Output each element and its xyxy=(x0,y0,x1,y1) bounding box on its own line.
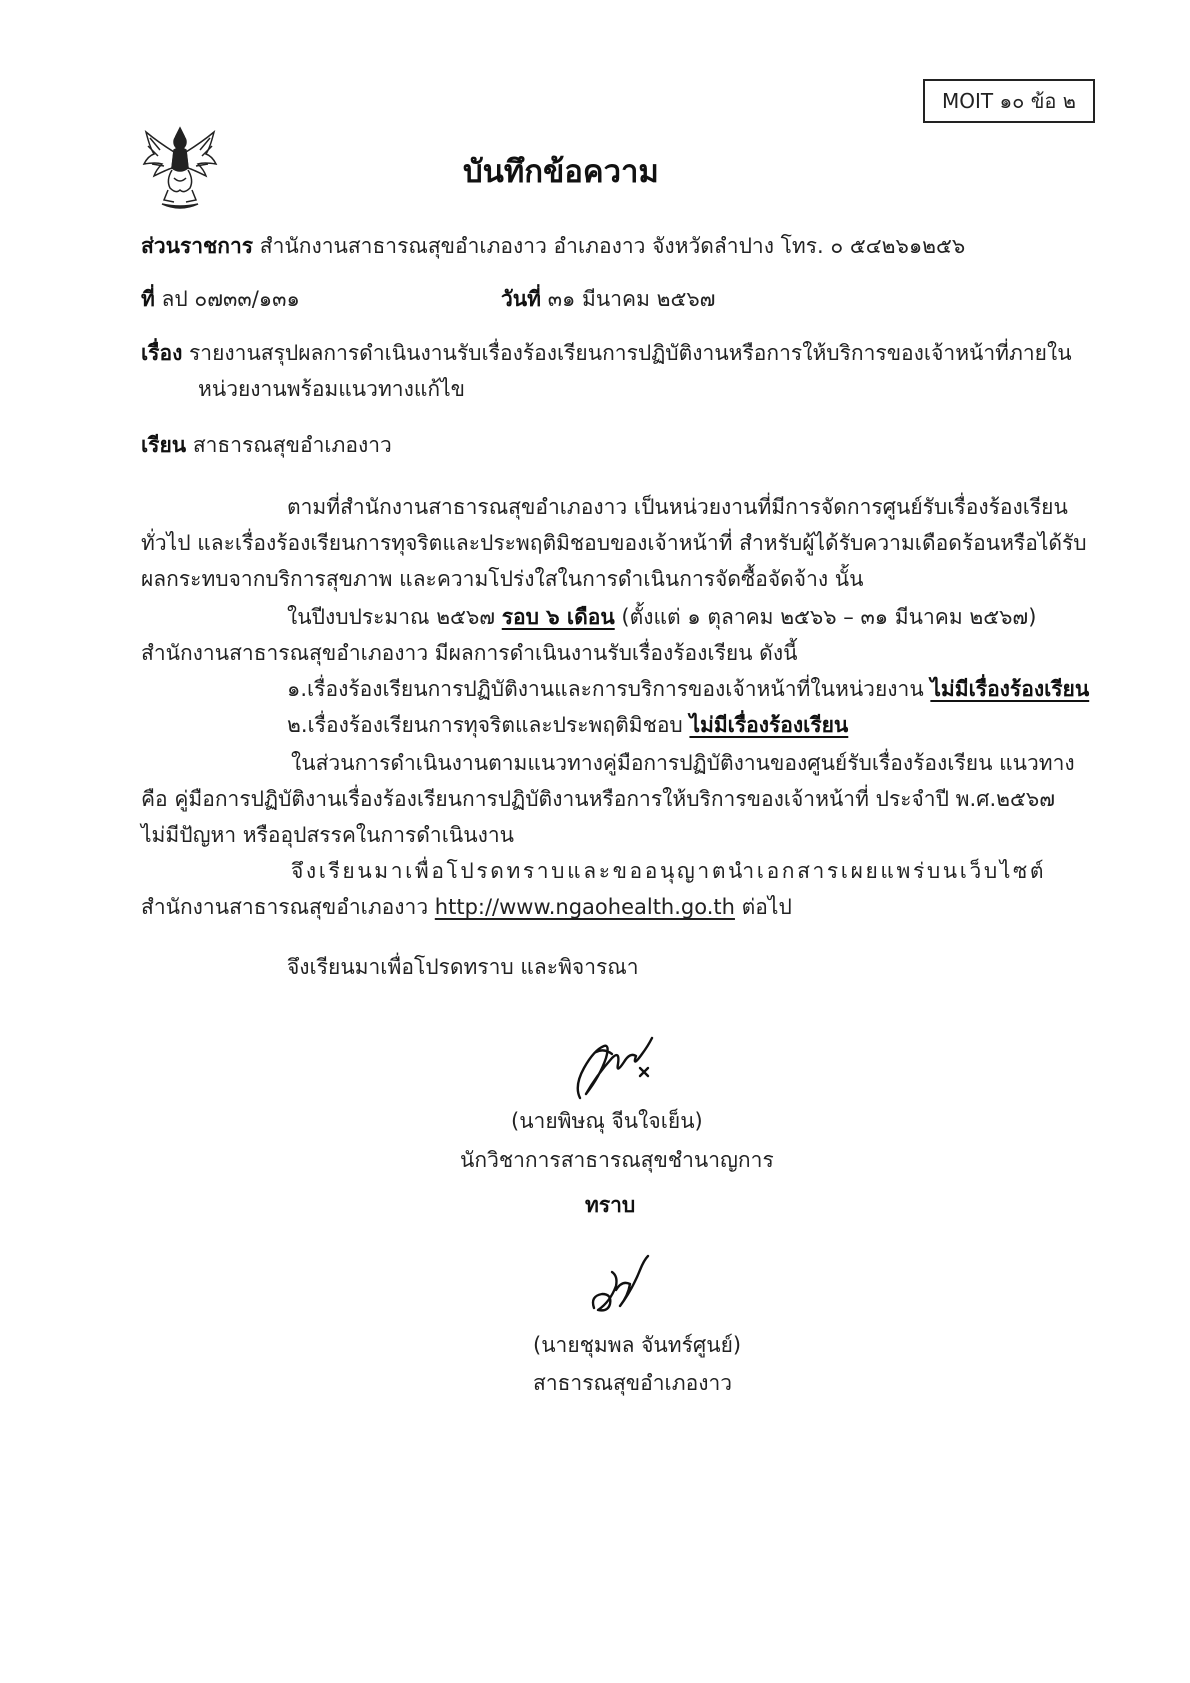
ref-value: ลป ๐๗๓๓/๑๓๑ xyxy=(161,287,300,311)
paragraph-4-line-2 xyxy=(141,897,792,918)
website-link[interactable]: http://www.ngaohealth.go.th xyxy=(434,895,735,919)
paragraph-2-line-2: สำนักงานสาธารณสุขอำเภองาว มีผลการดำเนินงานรับเรื่องร้องเรียน ดังนี้ xyxy=(141,641,798,665)
to-label: เรียน xyxy=(141,433,187,457)
period-highlight: รอบ ๖ เดือน xyxy=(501,605,615,629)
paragraph-2-line-1 xyxy=(287,607,1036,628)
signer-2-position: สาธารณสุขอำเภองาว xyxy=(533,1371,733,1395)
paragraph-4-line-1: จึงเรียนมาเพื่อโปรดทราบและขออนุญาตนำเอกสารเผยแพร่บนเว็บไซต์ xyxy=(291,859,1047,883)
subject-row xyxy=(141,343,1072,364)
signature-2 xyxy=(580,1250,670,1320)
garuda-emblem-icon xyxy=(140,124,220,214)
subject-label: เรื่อง xyxy=(141,341,183,365)
subject-line-1: รายงานสรุปผลการดำเนินงานรับเรื่องร้องเรียนการปฏิบัติงานหรือการให้บริการของเจ้าหน้าที่ภายใน xyxy=(189,341,1072,365)
signature-1 xyxy=(560,1028,670,1108)
paragraph-3-line-2: คือ คู่มือการปฏิบัติงานเรื่องร้องเรียนการปฏิบัติงานหรือการให้บริการของเจ้าหน้าที่ ประจำปี พ.ศ.๒๕๖๗ xyxy=(141,787,1055,811)
list-item-2-result: ไม่มีเรื่องร้องเรียน xyxy=(689,713,849,737)
list-item-2 xyxy=(287,715,848,736)
paragraph-1-line-3: ผลกระทบจากบริการสุขภาพ และความโปร่งใสในการดำเนินการจัดซื้อจัดจ้าง นั้น xyxy=(141,567,864,591)
ref-row xyxy=(141,289,300,310)
list-item-2-text: ๒.เรื่องร้องเรียนการทุจริตและประพฤติมิชอบ xyxy=(287,713,690,737)
signer-2-name: (นายชุมพล จันทร์ศูนย์) xyxy=(533,1333,742,1357)
agency-label: ส่วนราชการ xyxy=(141,234,254,258)
paragraph-3-line-1: ในส่วนการดำเนินงานตามแนวทางคู่มือการปฏิบัติงานของศูนย์รับเรื่องร้องเรียน แนวทาง xyxy=(291,751,1075,775)
ref-label: ที่ xyxy=(141,287,155,311)
continue-text: ต่อไป xyxy=(734,895,792,919)
signer-1-name: (นายพิษณุ จีนใจเย็น) xyxy=(511,1109,703,1133)
signer-1-position: นักวิชาการสาธารณสุขชำนาญการ xyxy=(460,1148,774,1172)
agency-row xyxy=(141,236,965,257)
to-value: สาธารณสุขอำเภองาว xyxy=(192,433,392,457)
paragraph-1-line-2: ทั่วไป และเรื่องร้องเรียนการทุจริตและประพฤติมิชอบของเจ้าหน้าที่ สำหรับผู้ได้รับความเดือดร้อนหรือได้รับ xyxy=(141,531,1087,555)
paragraph-1-line-1: ตามที่สำนักงานสาธารณสุขอำเภองาว เป็นหน่วยงานที่มีการจัดการศูนย์รับเรื่องร้องเรียน xyxy=(287,495,1068,519)
paragraph-3-line-3: ไม่มีปัญหา หรืออุปสรรคในการดำเนินงาน xyxy=(141,823,514,847)
date-row xyxy=(501,289,715,310)
acknowledge-text: ทราบ xyxy=(585,1193,636,1217)
date-value: ๓๑ มีนาคม ๒๕๖๗ xyxy=(547,287,716,311)
list-item-1 xyxy=(287,679,1089,700)
closing-text: จึงเรียนมาเพื่อโปรดทราบ และพิจารณา xyxy=(287,955,639,979)
fiscal-year-text: ในปีงบประมาณ ๒๕๖๗ xyxy=(287,605,502,629)
to-row xyxy=(141,435,392,456)
agency-value: สำนักงานสาธารณสุขอำเภองาว อำเภองาว จังหวัดลำปาง โทร. ๐ ๕๔๒๖๑๒๕๖ xyxy=(259,234,966,258)
list-item-1-result: ไม่มีเรื่องร้องเรียน xyxy=(930,677,1090,701)
date-label: วันที่ xyxy=(501,287,541,311)
agency-name-text: สำนักงานสาธารณสุขอำเภองาว xyxy=(141,895,435,919)
moit-label: MOIT ๑๐ ข้อ ๒ xyxy=(942,89,1076,113)
moit-reference-box xyxy=(923,79,1095,123)
subject-line-2: หน่วยงานพร้อมแนวทางแก้ไข xyxy=(198,377,466,401)
list-item-1-text: ๑.เรื่องร้องเรียนการปฏิบัติงานและการบริการของเจ้าหน้าที่ในหน่วยงาน xyxy=(287,677,931,701)
period-range: (ตั้งแต่ ๑ ตุลาคม ๒๕๖๖ – ๓๑ มีนาคม ๒๕๖๗) xyxy=(614,605,1037,629)
document-title: บันทึกข้อความ xyxy=(463,154,659,190)
